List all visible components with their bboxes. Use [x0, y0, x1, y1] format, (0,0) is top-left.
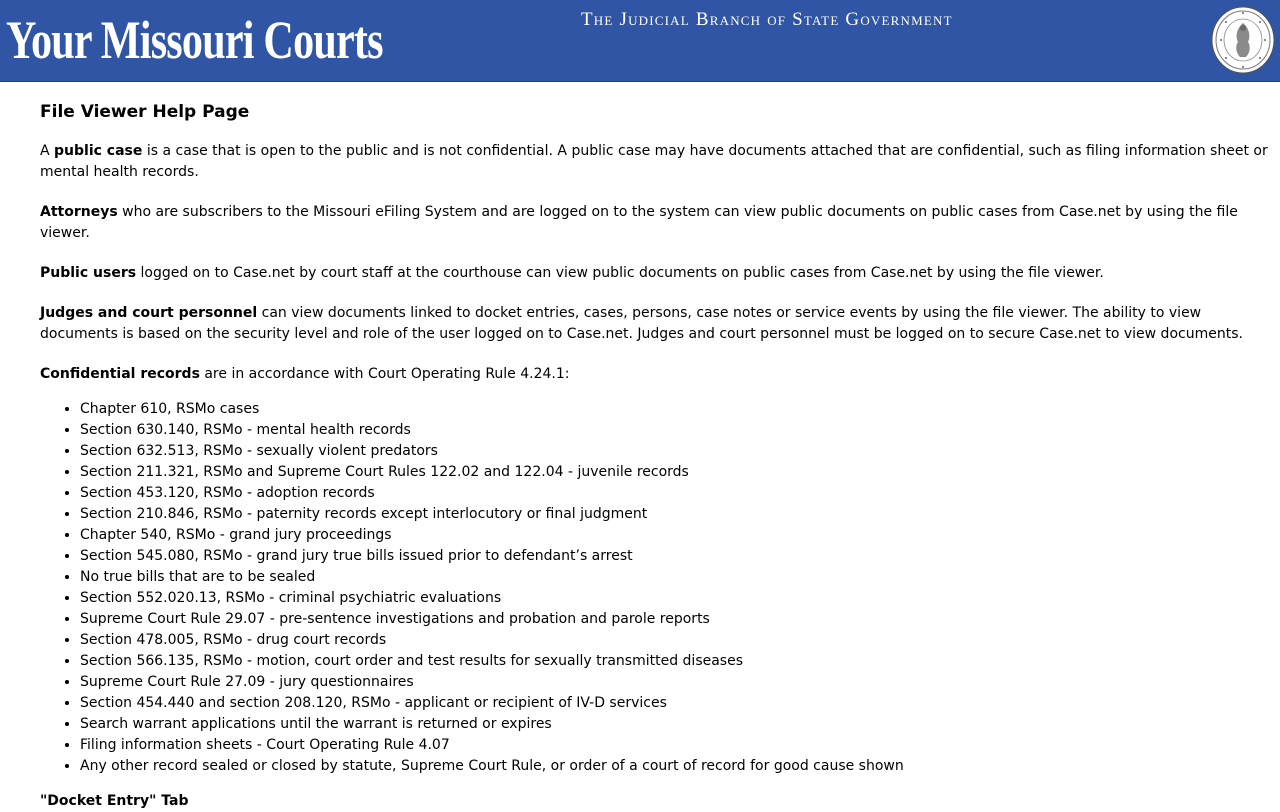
term-confidential-records: Confidential records — [40, 366, 200, 382]
list-item: • Section 211.321, RSMo and Supreme Court Rules 122.02 and 122.04 - juvenile records — [80, 462, 1268, 483]
list-item: • Section 453.120, RSMo - adoption records — [80, 483, 1268, 504]
list-item: • No true bills that are to be sealed — [80, 567, 1268, 588]
list-item: • Section 632.513, RSMo - sexually violent predators — [80, 441, 1268, 462]
list-item: • Search warrant applications until the warrant is returned or expires — [80, 714, 1268, 735]
site-header — [0, 0, 1280, 82]
term-attorneys: Attorneys — [40, 204, 118, 220]
paragraph-confidential: Confidential records are in accordance with Court Operating Rule 4.24.1: — [40, 366, 570, 382]
list-item: • Section 630.140, RSMo - mental health records — [80, 420, 1268, 441]
list-item: • Supreme Court Rule 29.07 - pre-sentence investigations and probation and parole reports — [80, 609, 1268, 630]
list-item: • Section 478.005, RSMo - drug court records — [80, 630, 1268, 651]
page-title: File Viewer Help Page — [40, 102, 250, 122]
paragraph-public-users: Public users logged on to Case.net by court staff at the courthouse can view public documents on public cases from Case.net by using the file viewer. — [40, 265, 1104, 281]
paragraph-public-case: A public case is a case that is open to the public and is not confidential. A public case may have documents attached that are confidential, such as filing information sheet or mental health records. — [40, 143, 1268, 180]
paragraph-attorneys: Attorneys who are subscribers to the Missouri eFiling System and are logged on to the system can view public documents on public cases from Case.net by using the file viewer. — [40, 204, 1238, 241]
list-item: • Section 454.440 and section 208.120, RSMo - applicant or recipient of IV-D services — [80, 693, 1268, 714]
paragraph-judges: Judges and court personnel can view documents linked to docket entries, cases, persons, case notes or service events by using the file viewer. The ability to view documents is based on the security level and role of the user logged on to Case.net. Judges and court personnel must be logged on to secure Case.net to view documents. — [40, 305, 1243, 342]
docket-entry-tab-heading: "Docket Entry" Tab — [40, 793, 189, 809]
list-item: • Section 552.020.13, RSMo - criminal psychiatric evaluations — [80, 588, 1268, 609]
site-logo[interactable]: Your Missouri Courts — [6, 10, 383, 70]
main-content — [40, 82, 1268, 812]
list-item: • Filing information sheets - Court Operating Rule 4.07 — [80, 735, 1268, 756]
confidential-records-list — [40, 399, 1268, 777]
site-tagline: The Judicial Branch of State Government — [581, 9, 953, 30]
term-public-users: Public users — [40, 265, 137, 281]
list-item: • Section 566.135, RSMo - motion, court order and test results for sexually transmitted diseases — [80, 651, 1268, 672]
term-judges: Judges and court personnel — [40, 305, 258, 321]
list-item: • Section 210.846, RSMo - paternity records except interlocutory or final judgment — [80, 504, 1268, 525]
list-item: • Any other record sealed or closed by statute, Supreme Court Rule, or order of a court of record for good cause shown — [80, 756, 1268, 777]
court-seal-icon — [1211, 6, 1275, 74]
term-public-case: public case — [54, 143, 143, 159]
list-item: • Chapter 610, RSMo cases — [80, 399, 1268, 420]
list-item: • Chapter 540, RSMo - grand jury proceedings — [80, 525, 1268, 546]
list-item: • Section 545.080, RSMo - grand jury true bills issued prior to defendant’s arrest — [80, 546, 1268, 567]
list-item: • Supreme Court Rule 27.09 - jury questionnaires — [80, 672, 1268, 693]
